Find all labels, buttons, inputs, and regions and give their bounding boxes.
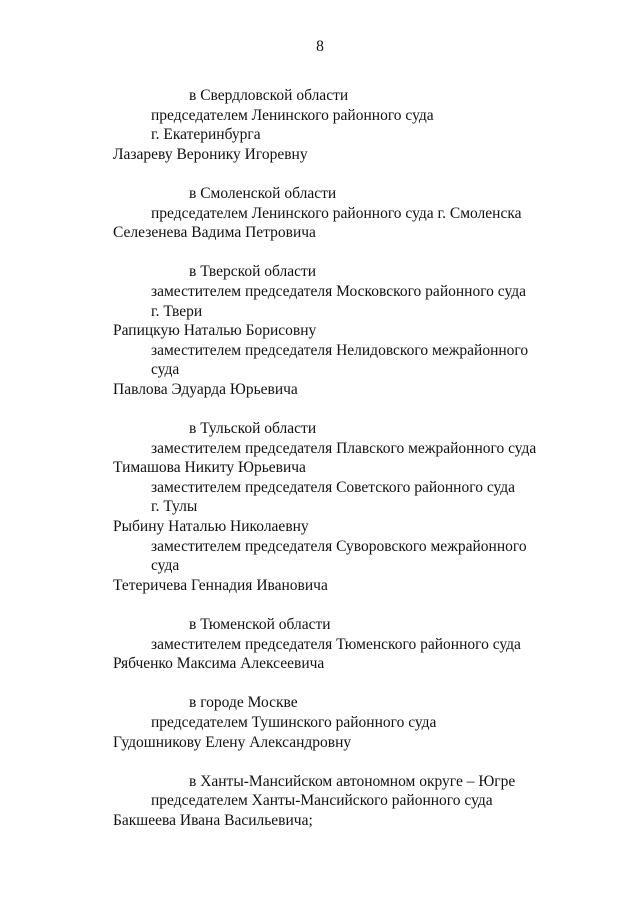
position-line: г. Тулы [151, 498, 198, 516]
position-line: заместителем председателя Плавского межрайонного суда [151, 439, 537, 457]
person-name: Павлова Эдуарда Юрьевича [113, 380, 298, 398]
position-line: заместителем председателя Советского районного суда [151, 478, 516, 496]
section-spacer [0, 243, 640, 263]
page-number: 8 [316, 38, 324, 55]
position-line: заместителем председателя Суворовского межрайонного [151, 537, 527, 555]
section-spacer [0, 752, 640, 772]
position-line: заместителем председателя Московского районного суда [151, 282, 527, 300]
section-spacer [0, 674, 640, 694]
position-line: суда [151, 361, 180, 379]
position-line: г. Твери [151, 302, 203, 320]
region-heading: в Ханты-Мансийском автономном округе – Югре [189, 772, 516, 790]
section-spacer [0, 595, 640, 615]
appointments-list [0, 86, 640, 831]
position-line: председателем Ленинского районного суда г. Смоленска [151, 204, 522, 222]
region-heading: в Свердловской области [189, 87, 349, 104]
region-heading: в Тверской области [189, 263, 317, 281]
person-name: Бакшеева Ивана Васильевича; [113, 811, 313, 829]
person-name: Рапицкую Наталью Борисовну [113, 322, 317, 340]
section-spacer [0, 400, 640, 420]
section-spacer [0, 164, 640, 184]
region-heading: в Тульской области [189, 420, 317, 438]
region-heading: в Смоленской области [189, 184, 337, 202]
position-line: председателем Ленинского районного суда [151, 106, 434, 124]
position-line: председателем Тушинского районного суда [151, 714, 437, 731]
person-name: Тетеричева Геннадия Ивановича [113, 576, 328, 594]
position-line: заместителем председателя Нелидовского межрайонного [151, 341, 529, 359]
person-name: Рыбину Наталью Николаевну [113, 518, 309, 536]
position-line: заместителем председателя Тюменского районного суда [151, 635, 521, 653]
region-heading: в городе Москве [189, 694, 298, 712]
position-line: г. Екатеринбурга [151, 126, 261, 144]
person-name: Тимашова Никиту Юрьевича [113, 459, 306, 477]
position-line: председателем Ханты-Мансийского районного суда [151, 792, 493, 810]
position-line: суда [151, 557, 180, 575]
person-name: Гудошникову Елену Александровну [113, 733, 352, 751]
region-heading: в Тюменской области [189, 616, 331, 634]
person-name: Рябченко Максима Алексеевича [113, 655, 325, 673]
person-name: Селезенева Вадима Петровича [113, 224, 316, 242]
person-name: Лазареву Веронику Игоревну [113, 145, 308, 163]
